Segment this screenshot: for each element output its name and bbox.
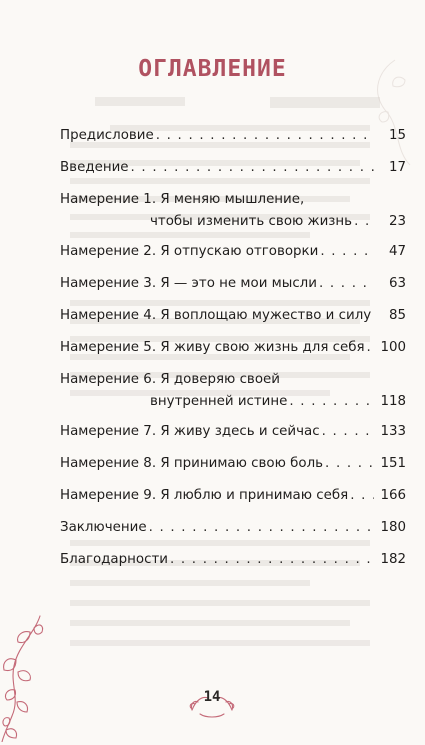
table-of-contents [60, 125, 406, 581]
toc-entry-page: 47 [388, 244, 406, 259]
toc-leader-dots [131, 157, 374, 179]
page-number-ornament [186, 680, 238, 720]
toc-entry-title: Намерение 4. Я воплощаю мужество и силу [60, 308, 372, 323]
toc-entry[interactable] [60, 189, 406, 233]
toc-entry-page: 15 [388, 128, 406, 143]
toc-entry[interactable] [60, 517, 406, 539]
toc-entry-title: Намерение 2. Я отпускаю отговорки [60, 244, 319, 259]
toc-entry[interactable] [60, 273, 406, 295]
toc-leader-dots [320, 241, 374, 263]
toc-entry-page: 166 [380, 488, 406, 503]
toc-entry-page: 100 [380, 340, 406, 355]
toc-entry-page: 17 [388, 160, 406, 175]
toc-leader-dots [354, 211, 374, 233]
toc-entry[interactable] [60, 485, 406, 507]
toc-entry-title: Намерение 6. Я доверяю своей [60, 372, 280, 387]
page-number: 14 [203, 689, 221, 705]
toc-leader-dots [149, 517, 374, 539]
toc-entry-title: Намерение 9. Я люблю и принимаю себя [60, 488, 349, 503]
toc-leader-dots [373, 305, 374, 327]
toc-leader-dots [319, 273, 374, 295]
toc-leader-dots [325, 453, 374, 475]
toc-entry-title-continuation: внутренней истине [150, 394, 288, 409]
toc-entry-page: 182 [380, 552, 406, 567]
toc-entry[interactable] [60, 337, 406, 359]
toc-entry-title: Намерение 8. Я принимаю свою боль [60, 456, 324, 471]
toc-entry-title-continuation: чтобы изменить свою жизнь [150, 214, 353, 229]
toc-entry[interactable] [60, 305, 406, 327]
toc-leader-dots [350, 485, 374, 507]
toc-entry[interactable] [60, 421, 406, 443]
toc-entry-page: 23 [388, 214, 406, 229]
toc-entry-title: Благодарности [60, 552, 168, 567]
toc-entry-page: 85 [388, 308, 406, 323]
toc-leader-dots [156, 125, 374, 147]
toc-leader-dots [289, 391, 374, 413]
toc-entry-title: Введение [60, 160, 129, 175]
toc-leader-dots [322, 421, 374, 443]
toc-entry-title: Заключение [60, 520, 147, 535]
toc-entry-title: Предисловие [60, 128, 154, 143]
toc-entry-page: 180 [380, 520, 406, 535]
toc-entry[interactable] [60, 453, 406, 475]
toc-entry[interactable] [60, 241, 406, 263]
toc-entry-page: 151 [380, 456, 406, 471]
toc-entry[interactable] [60, 549, 406, 571]
toc-entry-page: 133 [380, 424, 406, 439]
toc-entry[interactable] [60, 157, 406, 179]
toc-leader-dots [170, 549, 374, 571]
toc-entry[interactable] [60, 125, 406, 147]
toc-entry-title: Намерение 5. Я живу свою жизнь для себя [60, 340, 365, 355]
toc-entry-page: 63 [388, 276, 406, 291]
toc-entry-title: Намерение 7. Я живу здесь и сейчас [60, 424, 320, 439]
toc-entry-page: 118 [380, 394, 406, 409]
toc-entry-title: Намерение 1. Я меняю мышление, [60, 192, 305, 207]
page-title: ОГЛАВЛЕНИЕ [138, 56, 287, 82]
toc-entry-title: Намерение 3. Я — это не мои мысли [60, 276, 317, 291]
toc-entry[interactable] [60, 369, 406, 413]
toc-leader-dots [367, 337, 374, 359]
floral-branch-ornament [0, 612, 48, 742]
